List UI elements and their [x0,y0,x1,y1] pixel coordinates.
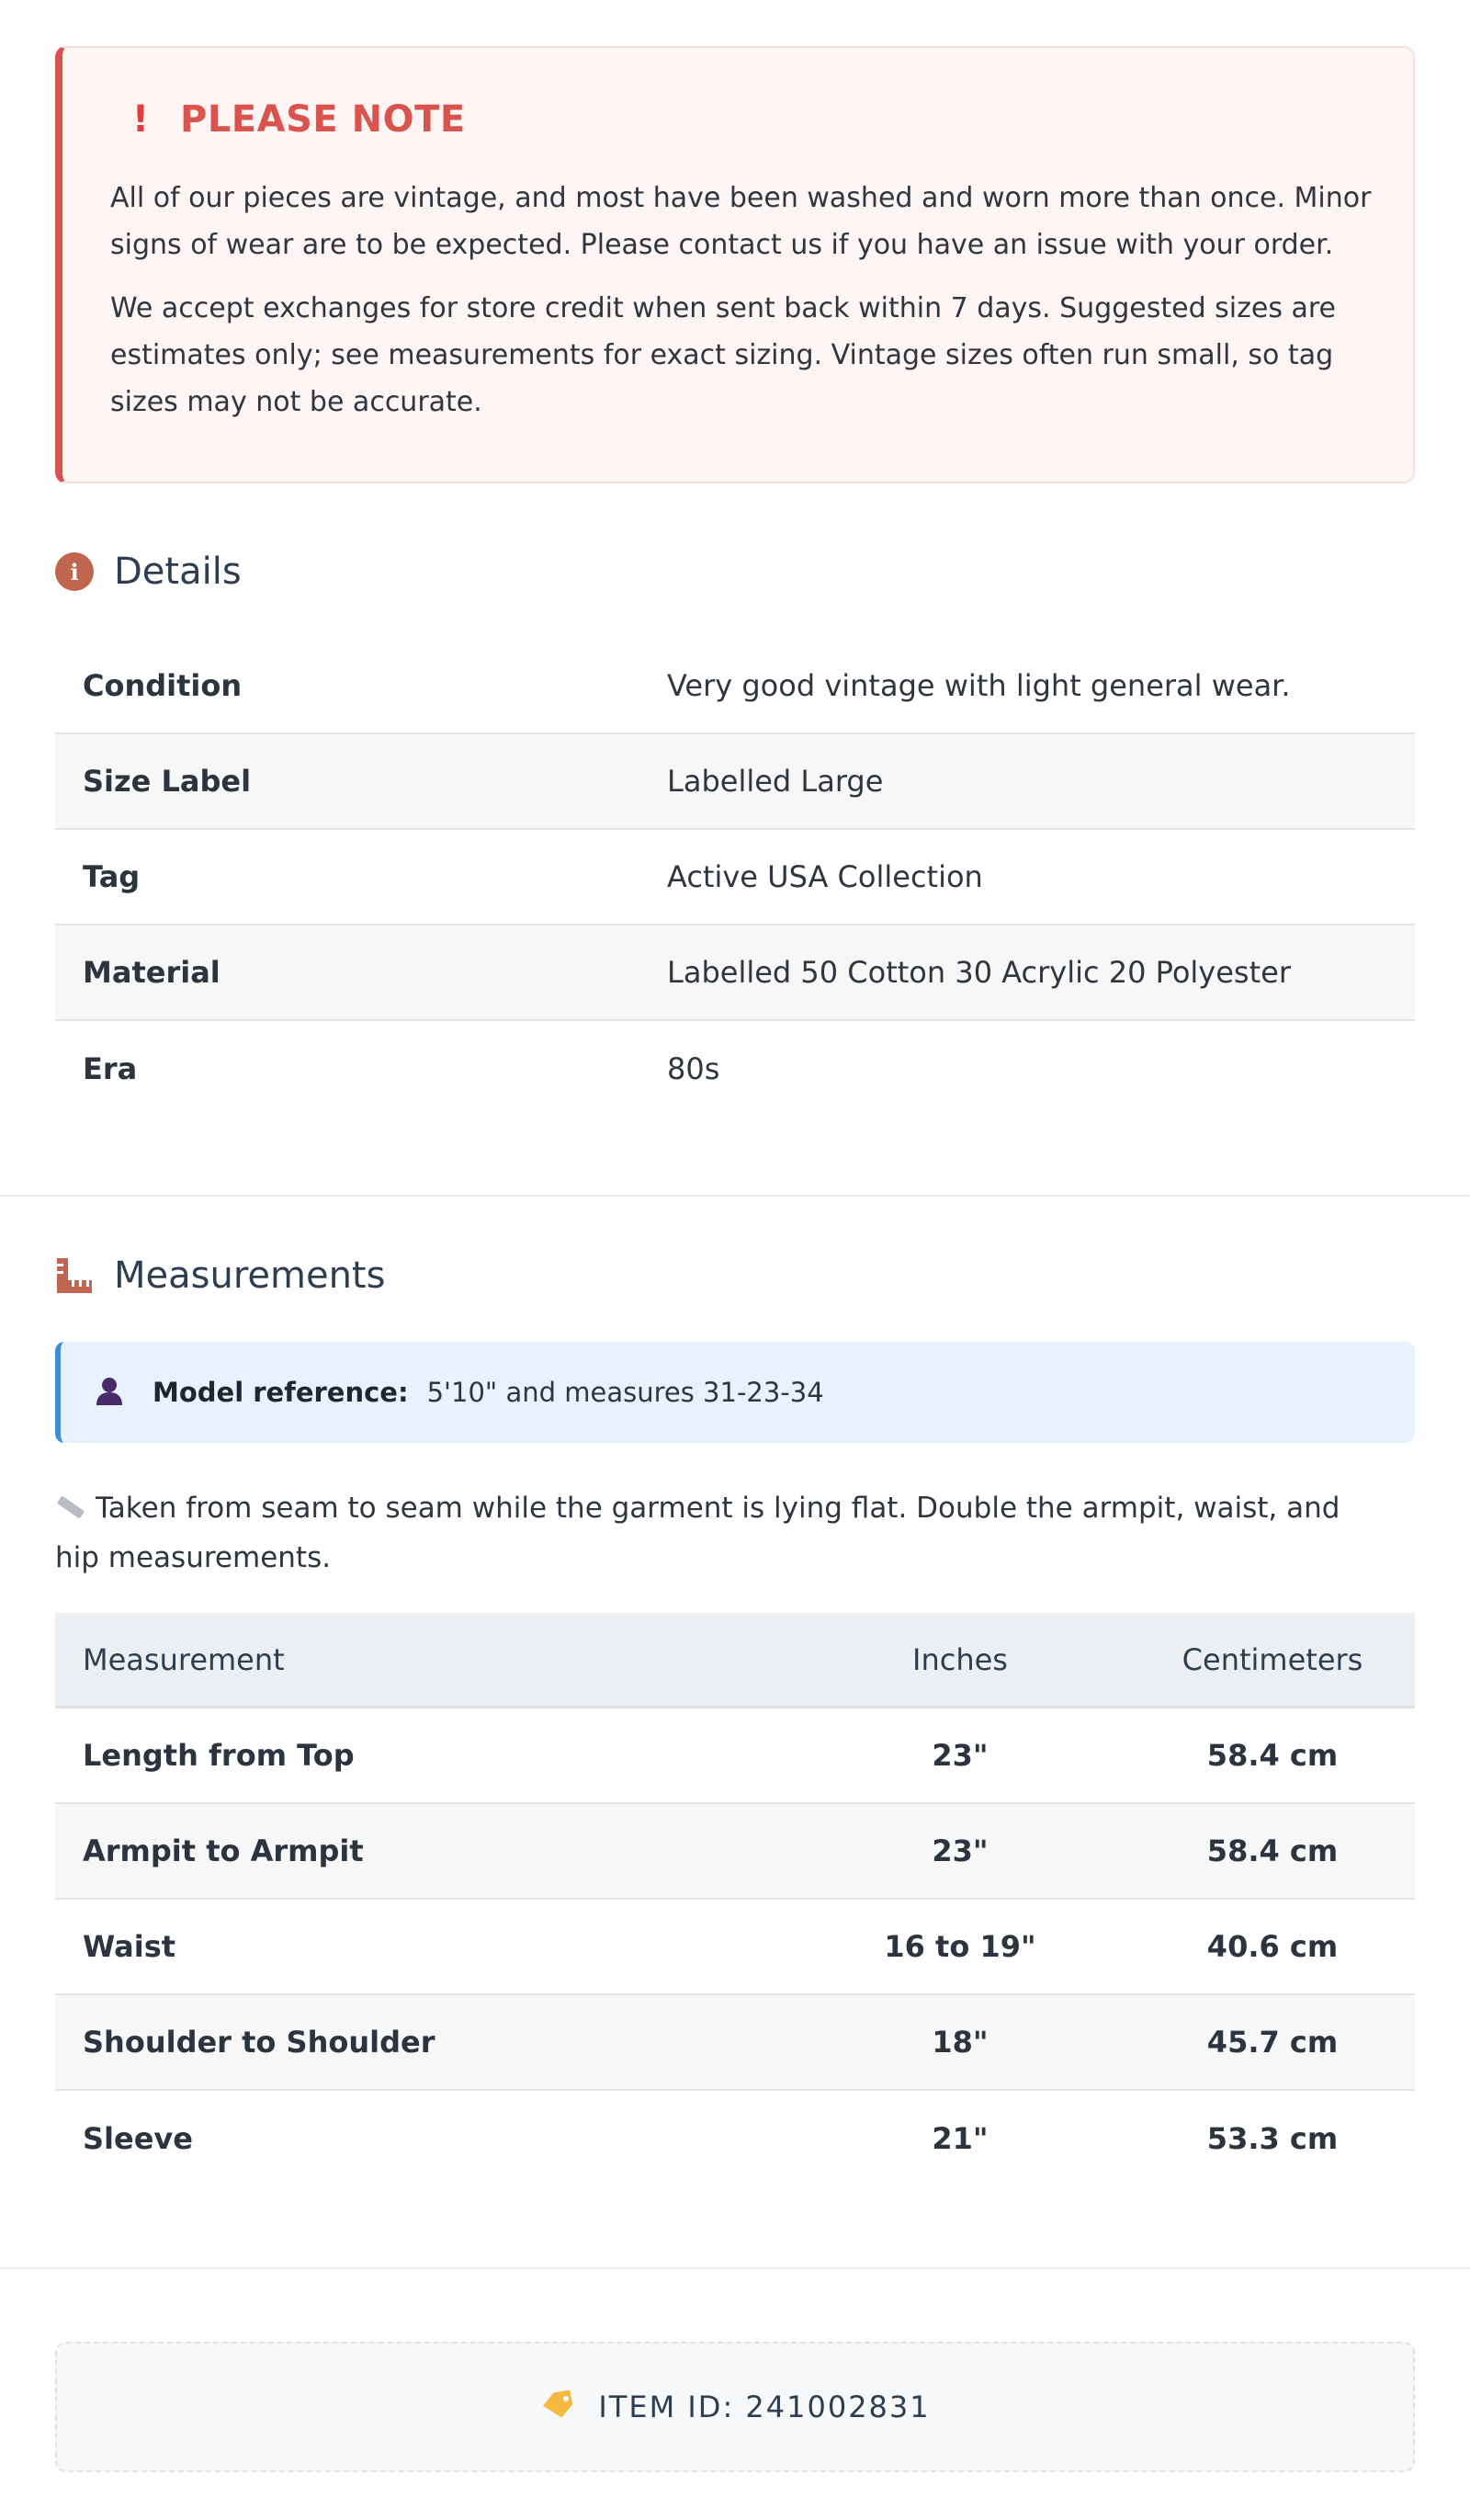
measurement-name: Shoulder to Shoulder [83,2025,435,2060]
details-row [55,925,1415,1021]
measurement-note [55,1484,1341,1582]
item-id-box [55,2342,1415,2472]
details-title: Details [114,551,242,593]
table-row [55,2091,1415,2186]
ruler-pencil-icon [55,1486,86,1534]
column-header: Inches [912,1641,1008,1677]
column-header: Centimeters [1182,1641,1363,1677]
details-label: Material [83,955,220,990]
measurement-inches: 23" [932,1833,989,1868]
table-row [55,1900,1415,1995]
measurement-name: Waist [83,1929,176,1964]
ruler-icon [55,1256,94,1295]
tag-icon [539,2390,576,2424]
section-divider [0,1195,1470,1197]
details-label: Size Label [83,764,252,799]
details-header [55,551,242,593]
item-id-label: ITEM ID: 241002831 [598,2389,931,2424]
table-header-row [55,1613,1415,1708]
model-reference-box [55,1342,1415,1443]
please-note-box [55,46,1415,483]
measurement-cm: 58.4 cm [1206,1833,1339,1868]
details-label: Tag [83,859,141,894]
measurement-name: Armpit to Armpit [83,1833,364,1868]
measurement-inches: 21" [932,2121,989,2156]
measurement-note-text: Taken from seam to seam while the garment is lying flat. Double the armpit, waist, and hip measurements. [55,1492,1340,1574]
measurement-name: Sleeve [83,2121,193,2156]
details-row [55,1021,1415,1117]
notice-paragraph-1: All of our pieces are vintage, and most have been washed and worn more than once. Minor signs of wear are to be expected. Please contact us if you have an issue with your order. [110,182,1372,261]
details-value: Active USA Collection [667,859,983,894]
section-divider [0,2267,1470,2269]
column-header: Measurement [83,1641,285,1677]
model-reference-value: 5'10" and measures 31-23-34 [426,1377,824,1408]
details-table [55,639,1415,1117]
measurement-cm: 45.7 cm [1206,2025,1339,2060]
measurement-inches: 16 to 19" [884,1929,1036,1964]
measurements-table [55,1613,1415,2186]
measurements-title: Measurements [114,1254,386,1297]
measurements-header [55,1254,385,1297]
notice-paragraph-2: We accept exchanges for store credit when sent back within 7 days. Suggested sizes are estimates only; see measurements for exact sizing. Vintage sizes often run small, so tag sizes may not be accurate. [110,292,1337,418]
details-row [55,639,1415,734]
notice-header [110,98,1413,141]
table-row [55,1708,1415,1804]
details-value: Labelled Large [667,764,884,799]
table-row [55,1995,1415,2091]
measurement-name: Length from Top [83,1738,355,1773]
details-row [55,734,1415,830]
notice-title: PLEASE NOTE [180,98,466,141]
measurement-inches: 18" [932,2025,989,2060]
measurement-inches: 23" [932,1738,989,1773]
details-row [55,830,1415,925]
measurement-cm: 58.4 cm [1206,1738,1339,1773]
exclamation-icon: ! [131,98,150,141]
measurement-cm: 40.6 cm [1206,1929,1339,1964]
info-icon: i [55,552,94,591]
model-reference-label: Model reference: [153,1377,409,1408]
table-row [55,1804,1415,1900]
details-value: Very good vintage with light general wear. [667,668,1291,703]
details-value: Labelled 50 Cotton 30 Acrylic 20 Polyester [667,955,1291,990]
details-label: Era [83,1051,138,1086]
measurement-cm: 53.3 cm [1206,2121,1339,2156]
person-icon [94,1375,125,1410]
details-value: 80s [667,1051,720,1086]
details-label: Condition [83,668,243,703]
